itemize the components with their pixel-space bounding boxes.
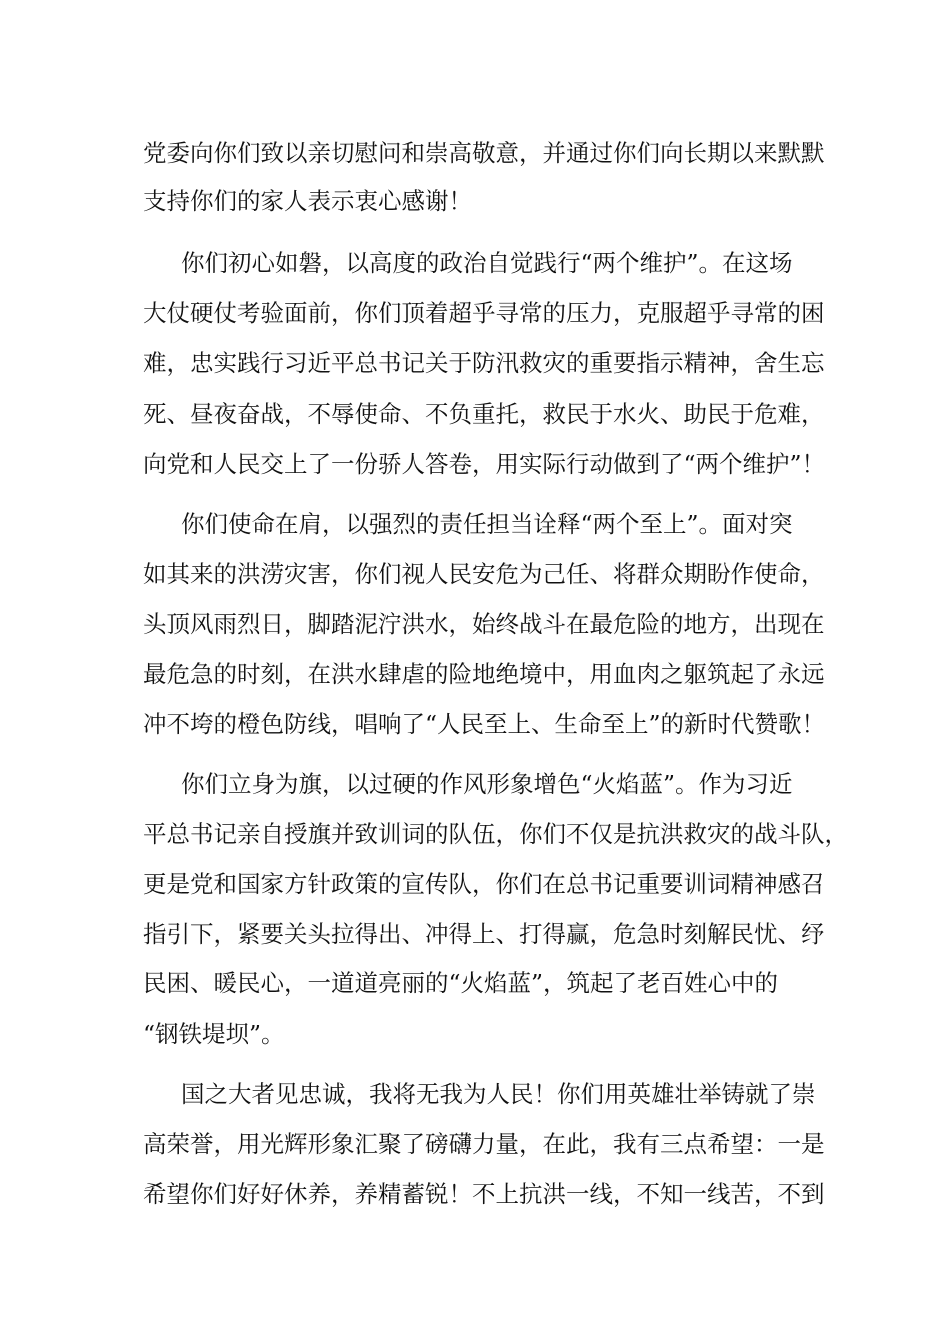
text-line: 希望你们好好休养，养精蓄锐！不上抗洪一线，不知一线苦，不到 xyxy=(143,1180,825,1208)
text-line: 平总书记亲自授旗并致训词的队伍，你们不仅是抗洪救灾的战斗队， xyxy=(143,820,848,848)
text-line: 支持你们的家人表示衷心感谢！ xyxy=(143,187,472,215)
text-line: 更是党和国家方针政策的宣传队，你们在总书记重要训词精神感召 xyxy=(143,870,825,898)
text-line: 冲不垮的橙色防线，唱响了“人民至上、生命至上”的新时代赞歌！ xyxy=(143,710,826,738)
paragraph-first-line: 国之大者见忠诚，我将无我为人民！你们用英雄壮举铸就了崇 xyxy=(181,1080,816,1108)
text-line: 死、昼夜奋战，不辱使命、不负重托，救民于水火、助民于危难， xyxy=(143,400,825,428)
text-line: 难，忠实践行习近平总书记关于防汛救灾的重要指示精神，舍生忘 xyxy=(143,349,825,377)
paragraph-first-line: 你们初心如磐，以高度的政治自觉践行“两个维护”。在这场 xyxy=(181,249,793,277)
text-line: 头顶风雨烈日，脚踏泥泞洪水，始终战斗在最危险的地方，出现在 xyxy=(143,610,825,638)
text-line: 民困、暖民心，一道道亮丽的“火焰蓝”，筑起了老百姓心中的 xyxy=(143,969,779,997)
text-line: 大仗硬仗考验面前，你们顶着超乎寻常的压力，克服超乎寻常的困 xyxy=(143,299,825,327)
text-line: 如其来的洪涝灾害，你们视人民安危为己任、将群众期盼作使命， xyxy=(143,560,825,588)
paragraph-first-line: 你们使命在肩，以强烈的责任担当诠释“两个至上”。面对突 xyxy=(181,510,793,538)
text-line: 高荣誉，用光辉形象汇聚了磅礴力量，在此，我有三点希望：一是 xyxy=(143,1130,825,1158)
text-line: 最危急的时刻，在洪水肆虐的险地绝境中，用血肉之躯筑起了永远 xyxy=(143,660,825,688)
text-line: 向党和人民交上了一份骄人答卷，用实际行动做到了“两个维护”！ xyxy=(143,450,826,478)
text-line: 党委向你们致以亲切慰问和崇高敬意，并通过你们向长期以来默默 xyxy=(143,139,825,167)
paragraph-first-line: 你们立身为旗，以过硬的作风形象增色“火焰蓝”。作为习近 xyxy=(181,770,793,798)
text-line: 指引下，紧要关头拉得出、冲得上、打得赢，危急时刻解民忧、纾 xyxy=(143,920,825,948)
text-line: “钢铁堤坝”。 xyxy=(143,1020,285,1048)
